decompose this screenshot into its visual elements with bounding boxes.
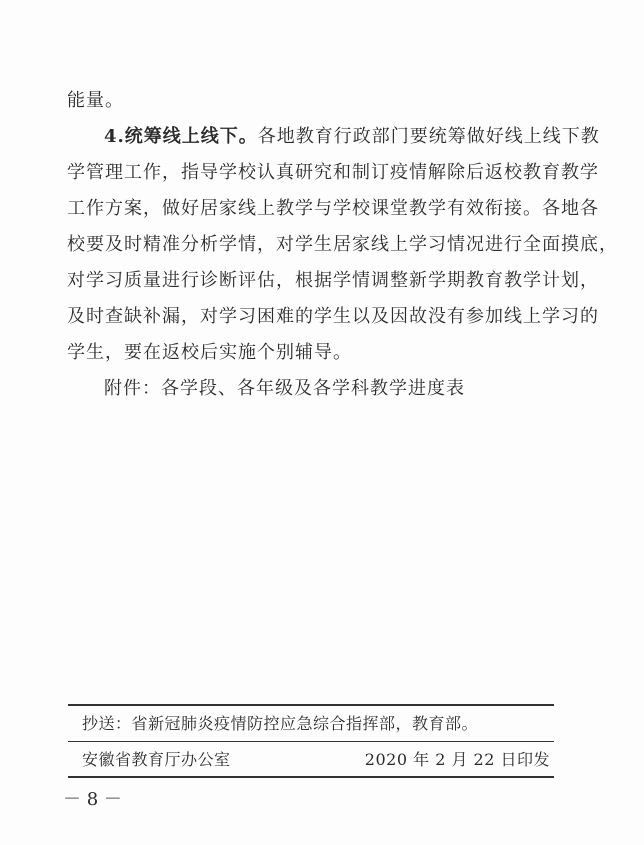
page-number: － 8 － <box>63 789 122 810</box>
paragraph-line-1: 能量。 <box>67 90 124 111</box>
footer-bottom-rule <box>68 776 554 778</box>
item-4-first-line <box>67 119 600 155</box>
paragraph-line-3: 学管理工作，指导学校认真研究和制订疫情解除后返校教育教学 <box>67 162 599 183</box>
issuer: 安徽省教育厅办公室 <box>82 750 231 769</box>
item-4-first-line-text: 各地教育行政部门要统筹做好线上线下教 <box>257 126 600 147</box>
paragraph-line-5: 校要及时精准分析学情，对学生居家线上学习情况进行全面摸底， <box>67 234 618 255</box>
footer-top-rule <box>68 704 554 706</box>
issue-date: 2020 年 2 月 22 日印发 <box>364 750 550 769</box>
paragraph-line-8: 学生，要在返校后实施个别辅导。 <box>67 342 352 363</box>
paragraph-line-7: 及时查缺补漏，对学习困难的学生以及因故没有参加线上学习的 <box>67 306 599 327</box>
body-text <box>67 83 618 371</box>
cc-line: 抄送：省新冠肺炎疫情防控应急综合指挥部，教育部。 <box>82 714 479 733</box>
paragraph-line-4: 工作方案，做好居家线上教学与学校课堂教学有效衔接。各地各 <box>67 198 599 219</box>
item-4-heading: 4.统筹线上线下。 <box>104 126 258 147</box>
footer-middle-rule <box>68 741 554 742</box>
paragraph-line-6: 对学习质量进行诊断评估，根据学情调整新学期教育教学计划， <box>67 270 599 291</box>
attachment-line: 附件：各学段、各年级及各学科教学进度表 <box>104 378 465 399</box>
